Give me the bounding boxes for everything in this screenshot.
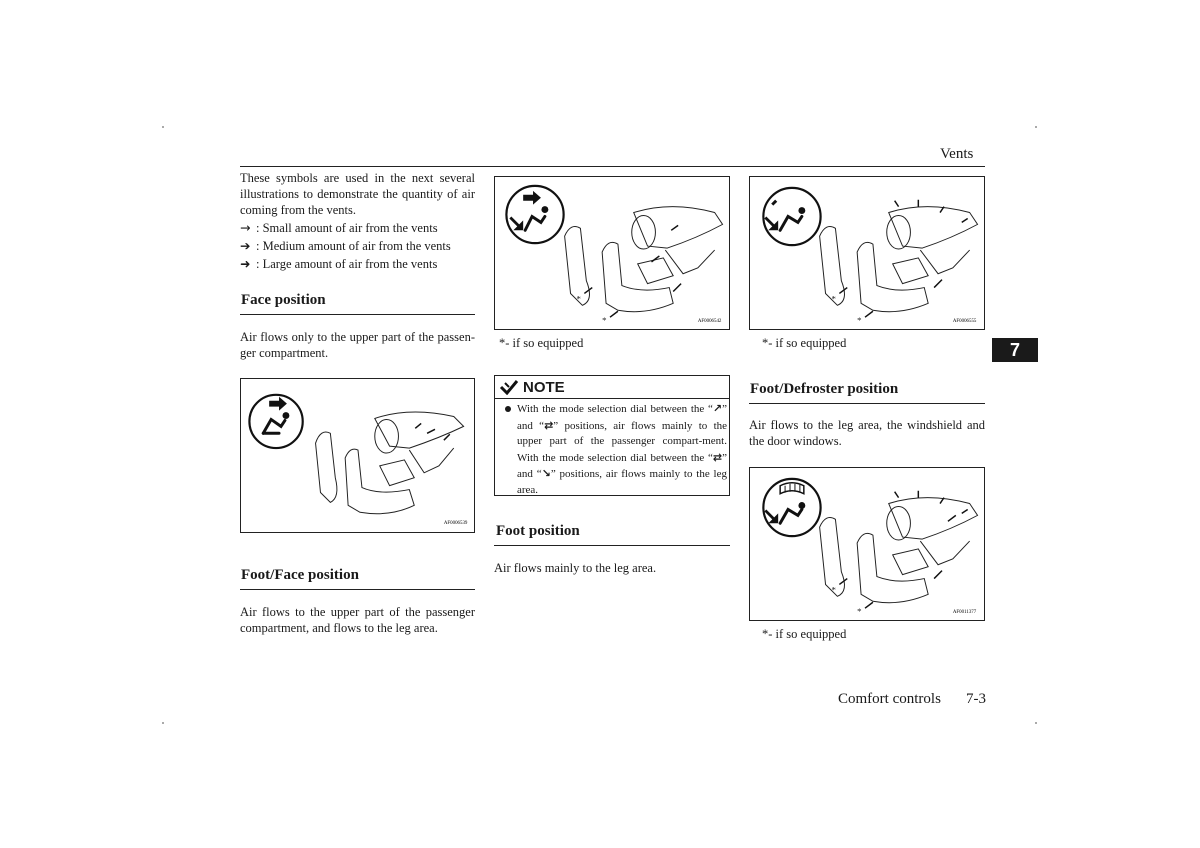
face-figure (240, 378, 475, 533)
note-check-icon (499, 379, 519, 395)
foot-defroster-text: Air flows to the leg area, the windshield and the door windows. (749, 418, 985, 448)
face-text: Air flows only to the upper part of the passen-ger compartment. (240, 330, 475, 360)
chapter-tab[interactable]: 7 (992, 338, 1038, 362)
large-arrow-icon: ➜ (240, 256, 251, 271)
foot-footnote: *- if so equipped (762, 336, 847, 350)
foot-face-illustration (495, 177, 729, 329)
foot-face-mode-icon: ⇄ (712, 450, 723, 464)
svg-text:*: * (857, 606, 862, 617)
foot-face-footnote: *- if so equipped (499, 336, 584, 350)
foot-heading-rule (494, 545, 730, 546)
note-header (495, 376, 729, 399)
note-box (494, 375, 730, 496)
foot-face-figure-code: AF0006542 (697, 319, 722, 325)
foot-heading: Foot position (496, 523, 580, 539)
intro-text: These symbols are used in the next several illustrations to demonstrate the quantity of air coming from the vents. (240, 171, 475, 217)
foot-mode-icon: ↘ (541, 467, 551, 480)
foot-mode-icon (763, 188, 820, 245)
foot-defroster-figure (749, 467, 985, 621)
medium-arrow-icon: ➔ (240, 238, 251, 253)
foot-face-mode-icon: ⇄ (544, 418, 554, 432)
legend-medium: ➔ : Medium amount of air from the vents (240, 238, 451, 253)
footer-section: Comfort controls (838, 691, 941, 707)
foot-defroster-illustration (750, 468, 984, 620)
svg-text:*: * (602, 315, 607, 326)
foot-defroster-heading-rule (749, 403, 985, 404)
foot-illustration (750, 177, 984, 329)
small-arrow-icon: → (240, 220, 251, 235)
header-rule (240, 166, 985, 167)
face-illustration (241, 379, 474, 532)
legend-large: ➜ : Large amount of air from the vents (240, 256, 438, 271)
foot-figure-code: AF0006555 (952, 319, 977, 325)
foot-text: Air flows mainly to the leg area. (494, 561, 657, 575)
legend-small: → : Small amount of air from the vents (240, 220, 438, 235)
foot-figure (749, 176, 985, 330)
foot-defroster-mode-icon (763, 479, 820, 536)
face-heading: Face position (241, 292, 326, 308)
svg-text:*: * (831, 584, 836, 595)
footer-page-number: 7-3 (966, 691, 986, 707)
foot-face-heading: Foot/Face position (241, 567, 359, 583)
face-heading-rule (240, 314, 475, 315)
foot-defroster-heading: Foot/Defroster position (750, 381, 899, 397)
svg-text:*: * (576, 293, 581, 304)
note-body: With the mode selection dial between the “↗” and “⇄” positions, air flows mainly to the upper part of the passenger compart-ment. With the mode selection dial between the “⇄” and “↘” positions, air flows mainly to the leg area. (495, 399, 729, 500)
page-header-title: Vents (940, 146, 974, 162)
foot-defroster-figure-code: AF0011377 (952, 610, 977, 616)
bullet-icon (505, 406, 511, 412)
note-label: NOTE (523, 378, 565, 396)
svg-text:*: * (857, 315, 862, 326)
foot-defroster-footnote: *- if so equipped (762, 627, 847, 641)
legend-list (240, 219, 480, 273)
svg-text:*: * (831, 293, 836, 304)
face-mode-icon (249, 395, 302, 448)
face-mode-icon: ↗ (712, 402, 723, 415)
foot-face-heading-rule (240, 589, 475, 590)
face-figure-code: AF0006539 (443, 521, 468, 527)
foot-face-mode-icon (506, 186, 563, 243)
foot-face-text: Air flows to the upper part of the passenger compartment, and flows to the leg area. (240, 605, 475, 635)
foot-face-figure (494, 176, 730, 330)
